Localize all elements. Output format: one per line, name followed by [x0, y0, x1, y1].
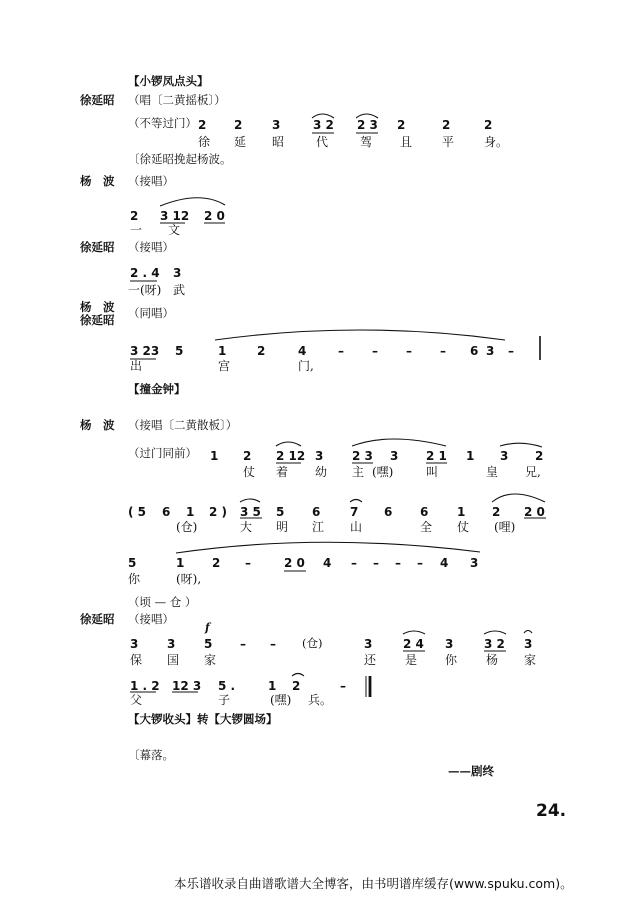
singing-cue: （接唱）	[128, 612, 174, 626]
section-heading: 【大锣收头】转【大锣圆场】	[128, 712, 278, 726]
jianpu-note: 3	[364, 637, 373, 651]
jianpu-note: 3	[315, 449, 324, 463]
lyric: (嘿)	[270, 693, 292, 707]
jianpu-note: 2 12	[276, 449, 306, 463]
jianpu-note: 2	[130, 209, 139, 223]
jianpu-note: 2 0	[524, 505, 545, 519]
jianpu-note: 1 . 2	[130, 679, 160, 693]
jianpu-note: 5 .	[218, 679, 236, 693]
jianpu-note: –	[373, 556, 379, 570]
jianpu-note: 5	[175, 344, 184, 358]
jianpu-note: 3	[173, 266, 182, 280]
stage-direction: 〔徐延昭挽起杨波。	[128, 152, 232, 166]
jianpu-note: –	[508, 344, 514, 358]
role-name: 徐延昭	[80, 612, 115, 626]
jianpu-note: 2	[257, 344, 266, 358]
role-name: 徐延昭	[80, 313, 115, 327]
lyric: 杨	[486, 653, 499, 667]
jianpu-note: 2	[234, 118, 243, 132]
lyric: 幼	[315, 465, 328, 479]
jianpu-note: 2 3	[352, 449, 373, 463]
jianpu-note: –	[372, 344, 378, 358]
jianpu-note: 3	[470, 556, 479, 570]
lyric: 江	[312, 520, 325, 534]
jianpu-note: 12 3	[172, 679, 202, 693]
prelude-note: （过门同前）	[128, 446, 197, 460]
jianpu-note: 3 5	[240, 505, 261, 519]
lyric: 家	[524, 653, 537, 667]
stage-direction: 〔幕落。	[128, 748, 174, 762]
jianpu-note: 6	[384, 505, 393, 519]
singing-cue: （唱〔二黄摇板〕）	[128, 93, 226, 107]
jianpu-note: 3 2	[484, 637, 505, 651]
role-name: 杨 波	[80, 418, 115, 432]
lyric: 且	[400, 135, 413, 149]
lyric: 代	[316, 135, 329, 149]
lyric: 是	[405, 653, 418, 667]
jianpu-note: 2	[397, 118, 406, 132]
lyric: 全	[420, 520, 433, 534]
lyric: 徐	[198, 135, 211, 149]
lyric: 山	[350, 520, 363, 534]
jianpu-note: –	[406, 344, 412, 358]
page-number: 24.	[536, 801, 567, 821]
jianpu-note: 1	[466, 449, 475, 463]
lyric: 延	[234, 135, 247, 149]
jianpu-note: 3 12	[160, 209, 190, 223]
lyric: 兄,	[525, 465, 541, 479]
section-heading: 【撞金钟】	[128, 382, 186, 396]
singing-cue: （同唱）	[128, 306, 174, 320]
dynamic-mark: f	[205, 621, 210, 634]
jianpu-note: 5	[204, 637, 213, 651]
lyric: 保	[130, 653, 143, 667]
lyric: 家	[204, 653, 217, 667]
lyric: 皇	[486, 465, 499, 479]
jianpu-note: 3	[130, 637, 139, 651]
lyric: 昭	[272, 135, 285, 149]
lyric: 出	[130, 359, 143, 373]
lyric: 兵。	[308, 693, 333, 707]
jianpu-note: –	[240, 637, 246, 651]
jianpu-note: 3 2	[313, 118, 334, 132]
lyric: (仓)	[176, 520, 198, 534]
jianpu-note: 4	[440, 556, 449, 570]
lyric: 驾	[360, 135, 373, 149]
lyric: 子	[218, 693, 231, 707]
lyric: 着	[276, 465, 289, 479]
jianpu-note: 1	[176, 556, 185, 570]
lyric: 一	[130, 223, 143, 237]
jianpu-note: –	[395, 556, 401, 570]
jianpu-note: 1	[210, 449, 219, 463]
lyric: (嘿)	[372, 465, 394, 479]
role-name: 杨 波	[80, 174, 115, 188]
lyric: 武	[173, 283, 186, 297]
jianpu-note: 3	[272, 118, 281, 132]
jianpu-note: 2	[198, 118, 207, 132]
jianpu-note: –	[351, 556, 357, 570]
jianpu-note: –	[340, 679, 346, 693]
lyric: 一(呀)	[128, 283, 162, 297]
jianpu-note: 2	[292, 679, 301, 693]
jianpu-note: –	[270, 637, 276, 651]
jianpu-note: 7	[350, 505, 359, 519]
lyric: 你	[445, 653, 458, 667]
lyric: 父	[130, 693, 143, 707]
jianpu-note: 3	[524, 637, 533, 651]
jianpu-note: 3 23	[130, 344, 160, 358]
jianpu-note: 3	[500, 449, 509, 463]
lyric: 仗	[457, 520, 470, 534]
lyric: 宫	[218, 359, 231, 373]
lyric: 身。	[484, 135, 509, 149]
lyric: 还	[364, 653, 377, 667]
jianpu-note: 1	[186, 505, 195, 519]
lyric: 文	[168, 223, 181, 237]
jianpu-note: 3	[445, 637, 454, 651]
jianpu-note: 2	[492, 505, 501, 519]
jianpu-note: 2 1	[426, 449, 447, 463]
lyric: 明	[276, 520, 289, 534]
jianpu-note: ( 5	[128, 505, 147, 519]
lyric: 国	[167, 653, 180, 667]
lyric: (哩)	[494, 520, 516, 534]
lyric: 平	[442, 135, 455, 149]
jianpu-note: 2	[535, 449, 544, 463]
jianpu-note: –	[245, 556, 251, 570]
lyric: 主	[352, 465, 365, 479]
jianpu-note: 2 0	[204, 209, 225, 223]
jianpu-note: 2	[442, 118, 451, 132]
jianpu-note: –	[440, 344, 446, 358]
jianpu-note: 1	[457, 505, 466, 519]
percussion-cue: (仓)	[302, 636, 323, 650]
jianpu-note: 2	[212, 556, 221, 570]
lyric: 大	[240, 520, 253, 534]
role-name: 徐延昭	[80, 93, 115, 107]
jianpu-note: 2 4	[403, 637, 424, 651]
singing-cue: （接唱）	[128, 240, 174, 254]
jianpu-note: 1	[218, 344, 227, 358]
section-heading: 【小锣凤点头】	[128, 74, 209, 88]
singing-cue: （接唱）	[128, 174, 174, 188]
singing-cue: （接唱〔二黄散板〕）	[128, 418, 238, 432]
jianpu-note: 6	[470, 344, 479, 358]
jianpu-note: 6	[162, 505, 171, 519]
lyric: 你	[128, 572, 141, 586]
jianpu-note: 2 . 4	[130, 266, 160, 280]
role-name: 杨 波	[80, 300, 115, 314]
jianpu-note: 6	[312, 505, 321, 519]
jianpu-note: 3	[390, 449, 399, 463]
jianpu-note: 4	[298, 344, 307, 358]
jianpu-note: 5	[276, 505, 285, 519]
jianpu-note: 2	[484, 118, 493, 132]
jianpu-note: 2	[243, 449, 252, 463]
jianpu-note: 2 3	[357, 118, 378, 132]
jianpu-note: 4	[323, 556, 332, 570]
jianpu-note: 1	[268, 679, 277, 693]
jianpu-note: –	[338, 344, 344, 358]
footer-source: 本乐谱收录自曲谱歌谱大全博客，由书明谱库缓存(www.spuku.com)。	[174, 876, 573, 891]
lyric: 门,	[298, 359, 314, 373]
jianpu-note: 3	[167, 637, 176, 651]
lyric: (呀),	[176, 572, 202, 586]
jianpu-note: 5	[128, 556, 137, 570]
end-mark: ——剧终	[448, 764, 494, 778]
role-name: 徐延昭	[80, 240, 115, 254]
jianpu-note: –	[417, 556, 423, 570]
prelude-note: （不等过门）	[128, 116, 197, 130]
jianpu-note: 2 0	[284, 556, 305, 570]
jianpu-note: 6	[420, 505, 429, 519]
lyric: 叫	[426, 465, 439, 479]
percussion-cue: （顷 — 仓 ）	[128, 595, 197, 609]
lyric: 仗	[243, 465, 256, 479]
jianpu-note: 3	[486, 344, 495, 358]
jianpu-note: 2 )	[209, 505, 228, 519]
